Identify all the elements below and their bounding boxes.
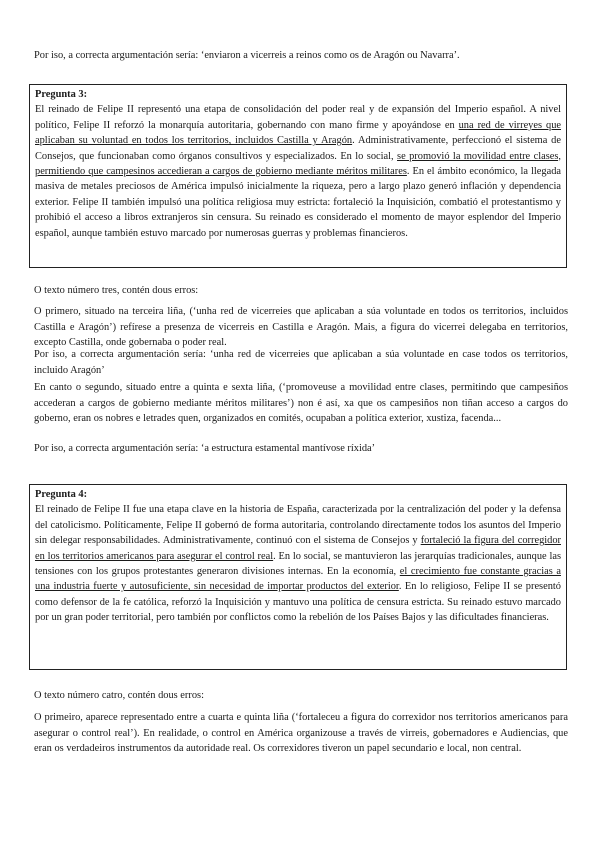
answer-3-error-1: O primero, situado na terceira liña, (‘unha red de vicerreies que aplicaban a súa voluntade en todos os territorios, incluidos Castilla e Aragón’) refírese a presenza de vicerreis en Castilla e Aragón. Mais, a figura do vicerrei delegaba en territorios, excepto Castilla, onde gobernaba o poder real. — [34, 306, 568, 349]
question-4-title: Pregunta 4: — [35, 489, 88, 500]
question-4-error-1: fortaleció la figura del corregidor en los territorios americanos para asegurar el control real — [35, 535, 561, 562]
question-4-error-2: el crecimiento fue constante gracias a una industria fuerte y autosuficiente, sin necesidad de importar productos del exterior — [35, 566, 561, 593]
question-4-text: El reinado de Felipe II fue una etapa clave en la historia de España, caracterizada por la centralización del poder y la defensa del catolicismo. Políticamente, Felipe II gobernó de forma autoritaria, controlando directamente todos los asuntos del Imperio sin delegar responsabilidades. Administrativamente, continuó con el sistema de Consejos y fortaleció la figura del corregidor en los territorios americanos para asegurar el control real. En lo social, se mantuvieron las jerarquías tradicionales, aunque las tensiones con los grupos protestantes generaron divisiones internas. En la economía, el crecimiento fue constante gracias a una industria fuerte y autosuficiente, sin necesidad de importar productos del exterior. En lo religioso, Felipe II se presentó como defensor de la fe católica, reforzó la Inquisición y mantuvo una política de censura estricta. Su reinado estuvo marcado por un gran poder territorial, pero también por conflictos como la rebelión de los Países Bajos y las dificultades financieras. — [35, 504, 561, 624]
answer-3-intro: O texto número tres, contén dous erros: — [34, 285, 199, 296]
answer-3-error-2-fix: Por iso, a correcta argumentación sería: ‘a estructura estamental mantívose ríxida’ — [34, 443, 376, 454]
answer-3-error-1-fix: Por iso, a correcta argumentación sería: ‘unha red de vicerreies que aplicaban a súa voluntade en case todos os territorios, incluido Aragón’ — [34, 349, 568, 376]
answer-4-error-1: O primeiro, aparece representado entre a cuarta e quinta liña (‘fortaleceu a figura do correxidor nos territorios americanos para asegurar o control real’). En realidade, o control en América organizouse a través de virreis, gobernadores e Audiencias, que eran os verdadeiros instrumentos da autoridade real. Os correxidores tiveron un papel secundario e local, non central. — [34, 712, 568, 755]
previous-answer-conclusion: Por iso, a correcta argumentación sería: ‘enviaron a vicerreis a reinos como os de Aragón ou Navarra’. — [34, 50, 460, 61]
question-3-text: El reinado de Felipe II representó una etapa de consolidación del poder real y de expansión del Imperio español. A nivel político, Felipe II reforzó la monarquía autoritaria, gobernando con mano firme y apoyándose en una red de virreyes que aplicaban su voluntad en todos los territorios, incluidos Castilla y Aragón. Administrativamente, perfeccionó el sistema de Consejos, que funcionaban como órganos consultivos y especializados. En lo social, se promovió la movilidad entre clases, permitiendo que campesinos accedieran a cargos de gobierno mediante méritos militares. En el ámbito económico, la llegada masiva de metales preciosos de América impulsó inicialmente la riqueza, pero a largo plazo generó inflación y dependencia exterior. Felipe II también impulsó una política religiosa muy estricta: fortaleció la Inquisición, combatió el protestantismo y prohibió el acceso a libros extranjeros sin censura. Su reinado es considerado el momento de mayor esplendor del Imperio español, aunque también estuvo marcado por numerosas guerras y problemas financieros. — [35, 104, 562, 239]
question-3-box — [29, 84, 567, 268]
answer-4-intro: O texto número catro, contén dous erros: — [34, 690, 204, 701]
question-3-error-2: se promovió la movilidad entre clases, permitiendo que campesinos accedieran a cargos de gobierno mediante méritos militares — [35, 150, 561, 178]
question-3-title: Pregunta 3: — [35, 89, 88, 100]
question-4-box — [29, 484, 567, 670]
question-3-error-1: una red de virreyes que aplicaban su voluntad en todos los territorios, incluidos Castilla y Aragón — [35, 119, 561, 147]
answer-3-error-2: En canto o segundo, situado entre a quinta e sexta liña, (‘promoveuse a movilidad entre clases, permitindo que campesiños accederan a cargos de gobierno mediante méritos militares’) non é así, xa que os campesiños non tiñan acceso a cargos do goberno, eran os nobres e letrades quen, organizados en comités, ocupaban a política exterior, xustiza, facenda... — [34, 382, 568, 425]
